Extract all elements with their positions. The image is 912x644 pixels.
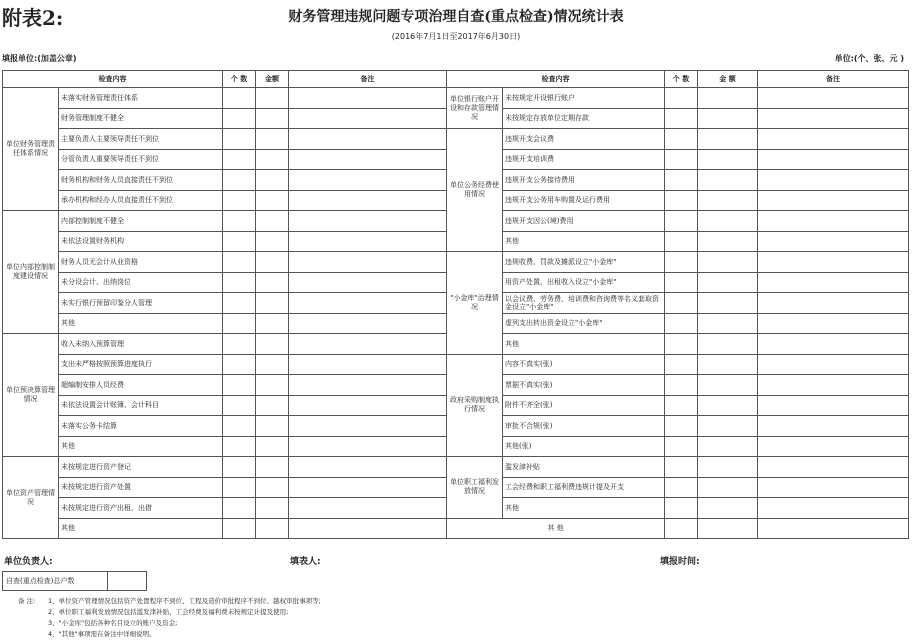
col-header-amount-right: 金 额 [698,71,758,88]
right-remarks-cell[interactable] [758,149,909,170]
right-count-cell[interactable] [665,272,698,293]
right-remarks-cell[interactable] [758,313,909,334]
right-check-item: 滥发津补贴 [503,457,665,478]
right-count-cell[interactable] [665,252,698,273]
right-amount-cell[interactable] [698,416,758,437]
right-check-item: 内容不真实(张) [503,354,665,375]
left-remarks-cell[interactable] [289,354,447,375]
left-remarks-cell[interactable] [289,313,447,334]
right-amount-cell[interactable] [698,313,758,334]
left-check-item: 收入未纳入预算管理 [59,334,223,355]
right-check-item: 其他 [503,498,665,519]
right-amount-cell[interactable] [698,252,758,273]
table-row [3,354,909,375]
left-count-cell[interactable] [223,129,256,150]
left-check-item: 未按规定进行资产登记 [59,457,223,478]
left-remarks-cell[interactable] [289,211,447,232]
right-remarks-cell[interactable] [758,354,909,375]
left-amount-cell[interactable] [256,395,289,416]
right-check-item: 其他 [503,334,665,355]
left-amount-cell[interactable] [256,416,289,437]
right-check-item: 违规开支会议费 [503,129,665,150]
left-check-item: 其他 [59,436,223,457]
households-label: 自查(重点检查)总户数 [3,572,108,591]
right-amount-cell[interactable] [698,477,758,498]
right-amount-cell[interactable] [698,395,758,416]
right-check-item: 违规开支培训费 [503,149,665,170]
left-remarks-cell[interactable] [289,149,447,170]
left-amount-cell[interactable] [256,149,289,170]
right-count-cell[interactable] [665,457,698,478]
right-amount-cell[interactable] [698,170,758,191]
right-amount-cell[interactable] [698,88,758,109]
col-header-remarks-left: 备注 [289,71,447,88]
left-amount-cell[interactable] [256,190,289,211]
left-check-item: 未落实公务卡结算 [59,416,223,437]
right-category-cell: 单位公务经费使用情况 [447,129,503,252]
right-count-cell[interactable] [665,129,698,150]
note-line: 1、单位资产管理情况包括资产处置程序不到位、工程及造价审批程序不到位、越权审批事项等; [48,597,321,605]
left-count-cell[interactable] [223,518,256,539]
households-count-table [2,571,147,591]
right-amount-cell[interactable] [698,375,758,396]
right-amount-cell[interactable] [698,457,758,478]
right-category-cell: 政府采购制度执行情况 [447,354,503,457]
left-count-cell[interactable] [223,108,256,129]
table-header-row [3,71,909,88]
left-count-cell[interactable] [223,190,256,211]
right-check-item: 其 他 [447,518,665,539]
left-remarks-cell[interactable] [289,129,447,150]
right-count-cell[interactable] [665,313,698,334]
right-remarks-cell[interactable] [758,252,909,273]
left-count-cell[interactable] [223,211,256,232]
right-count-cell[interactable] [665,354,698,375]
note-line: 2、单位职工福利发放情况包括滥发津补贴、工会经费及福利费未按规定计提及使用; [48,608,289,616]
left-remarks-cell[interactable] [289,252,447,273]
left-amount-cell[interactable] [256,375,289,396]
col-header-amount-left: 金额 [256,71,289,88]
right-check-item: 违规开支公务接待费用 [503,170,665,191]
right-amount-cell[interactable] [698,231,758,252]
table-row [3,88,909,109]
left-count-cell[interactable] [223,477,256,498]
right-remarks-cell[interactable] [758,375,909,396]
left-check-item: 未按规定进行资产出租、出借 [59,498,223,519]
left-amount-cell[interactable] [256,252,289,273]
attachment-label: 附表2: [2,6,64,30]
right-amount-cell[interactable] [698,129,758,150]
right-count-cell[interactable] [665,293,698,314]
left-remarks-cell[interactable] [289,231,447,252]
col-header-remarks-right: 备注 [758,71,909,88]
left-remarks-cell[interactable] [289,477,447,498]
left-amount-cell[interactable] [256,477,289,498]
right-amount-cell[interactable] [698,498,758,519]
left-count-cell[interactable] [223,252,256,273]
left-count-cell[interactable] [223,498,256,519]
reporting-period: (2016年7月1日至2017年6月30日) [391,32,521,41]
right-amount-cell[interactable] [698,190,758,211]
note-line: 3、"小金库"包括各种名目设立的账户及资金; [48,619,178,627]
left-count-cell[interactable] [223,170,256,191]
left-amount-cell[interactable] [256,129,289,150]
left-check-item: 未依法设置会计账簿、会计科目 [59,395,223,416]
left-amount-cell[interactable] [256,457,289,478]
right-remarks-cell[interactable] [758,477,909,498]
right-amount-cell[interactable] [698,272,758,293]
right-count-cell[interactable] [665,375,698,396]
left-remarks-cell[interactable] [289,436,447,457]
table-row [3,129,909,150]
right-check-item: 用资产处置、出租收入设立"小金库" [503,272,665,293]
right-remarks-cell[interactable] [758,211,909,232]
left-amount-cell[interactable] [256,518,289,539]
left-check-item: 主要负责人主要领导责任不到位 [59,129,223,150]
right-amount-cell[interactable] [698,436,758,457]
right-amount-cell[interactable] [698,108,758,129]
right-count-cell[interactable] [665,436,698,457]
left-count-cell[interactable] [223,231,256,252]
left-check-item: 承办机构和经办人员直接责任不到位 [59,190,223,211]
right-remarks-cell[interactable] [758,129,909,150]
left-count-cell[interactable] [223,457,256,478]
right-check-item: 其他 [503,231,665,252]
left-remarks-cell[interactable] [289,375,447,396]
left-category-cell: 单位资产管理情况 [3,457,59,539]
filled-by-label: 填表人: [290,557,321,567]
right-remarks-cell[interactable] [758,498,909,519]
left-amount-cell[interactable] [256,313,289,334]
right-category-cell: 单位银行账户开设和存款管理情况 [447,88,503,129]
right-check-item: 未按规定开设银行账户 [503,88,665,109]
col-header-count-left: 个 数 [223,71,256,88]
left-check-item: 财务管理制度不健全 [59,108,223,129]
left-remarks-cell[interactable] [289,457,447,478]
right-count-cell[interactable] [665,477,698,498]
right-remarks-cell[interactable] [758,170,909,191]
left-amount-cell[interactable] [256,436,289,457]
right-remarks-cell[interactable] [758,395,909,416]
left-remarks-cell[interactable] [289,518,447,539]
left-remarks-cell[interactable] [289,88,447,109]
right-check-item: 附件不齐全(张) [503,395,665,416]
notes [18,596,321,640]
left-amount-cell[interactable] [256,108,289,129]
left-count-cell[interactable] [223,416,256,437]
left-count-cell[interactable] [223,395,256,416]
right-category-cell: 单位职工福利发放情况 [447,457,503,519]
left-amount-cell[interactable] [256,354,289,375]
right-remarks-cell[interactable] [758,518,909,539]
left-check-item: 未落实财务管理责任体系 [59,88,223,109]
left-remarks-cell[interactable] [289,416,447,437]
left-count-cell[interactable] [223,313,256,334]
col-header-check-content-left: 检查内容 [3,71,223,88]
left-remarks-cell[interactable] [289,190,447,211]
left-check-item: 未分设会计、出纳岗位 [59,272,223,293]
right-check-item: 违规开支因公(境)费用 [503,211,665,232]
right-count-cell[interactable] [665,211,698,232]
right-check-item: 未按规定存放单位定期存款 [503,108,665,129]
right-remarks-cell[interactable] [758,436,909,457]
left-check-item: 超编制安排人员经费 [59,375,223,396]
right-check-item: 以会议费、劳务费、培训费和咨询费等名义套取资金设立"小金库" [503,293,665,314]
right-count-cell[interactable] [665,334,698,355]
left-remarks-cell[interactable] [289,498,447,519]
right-count-cell[interactable] [665,88,698,109]
table-row [3,518,909,539]
right-count-cell[interactable] [665,518,698,539]
right-remarks-cell[interactable] [758,108,909,129]
right-remarks-cell[interactable] [758,88,909,109]
left-category-cell: 单位内部控制制度建设情况 [3,211,59,334]
right-remarks-cell[interactable] [758,231,909,252]
unit-label: 单位:(个、张、元 ) [834,54,904,63]
right-count-cell[interactable] [665,395,698,416]
right-check-item: 虚列支出转出资金设立"小金库" [503,313,665,334]
page-title: 财务管理违规问题专项治理自查(重点检查)情况统计表 [288,9,624,25]
right-check-item: 工会经费和职工福利费违规计提及开支 [503,477,665,498]
right-check-item: 违规收费、罚款及摊派设立"小金库" [503,252,665,273]
left-remarks-cell[interactable] [289,108,447,129]
left-remarks-cell[interactable] [289,170,447,191]
households-value-cell[interactable] [108,572,147,591]
left-check-item: 未实行银行预留印鉴分人管理 [59,293,223,314]
right-remarks-cell[interactable] [758,416,909,437]
left-count-cell[interactable] [223,272,256,293]
right-remarks-cell[interactable] [758,293,909,314]
left-amount-cell[interactable] [256,211,289,232]
left-amount-cell[interactable] [256,293,289,314]
left-amount-cell[interactable] [256,334,289,355]
left-check-item: 财务人员无会计从业资格 [59,252,223,273]
head-of-unit-label: 单位负责人: [4,557,53,567]
left-check-item: 未依法设置财务机构 [59,231,223,252]
left-remarks-cell[interactable] [289,272,447,293]
right-count-cell[interactable] [665,170,698,191]
left-check-item: 内部控制制度不健全 [59,211,223,232]
right-remarks-cell[interactable] [758,457,909,478]
right-amount-cell[interactable] [698,211,758,232]
right-amount-cell[interactable] [698,354,758,375]
right-amount-cell[interactable] [698,518,758,539]
filler-unit-label: 填报单位:(加盖公章) [2,54,77,63]
left-count-cell[interactable] [223,354,256,375]
fill-date-label: 填报时间: [660,557,700,567]
right-check-item: 审批不合规(张) [503,416,665,437]
left-check-item: 其他 [59,313,223,334]
right-check-item: 票据不真实(张) [503,375,665,396]
left-count-cell[interactable] [223,293,256,314]
left-remarks-cell[interactable] [289,334,447,355]
left-count-cell[interactable] [223,88,256,109]
right-count-cell[interactable] [665,498,698,519]
right-category-cell: "小金库"治理情况 [447,252,503,355]
right-check-item: 违规开支公务用车购置及运行费用 [503,190,665,211]
left-count-cell[interactable] [223,149,256,170]
left-check-item: 未按规定进行资产处置 [59,477,223,498]
col-header-count-right: 个 数 [665,71,698,88]
left-amount-cell[interactable] [256,88,289,109]
left-remarks-cell[interactable] [289,395,447,416]
note-line: 4、"其他"事项需在备注中详细说明。 [48,630,156,638]
statistics-table [2,70,909,539]
table-row [3,252,909,273]
left-remarks-cell[interactable] [289,293,447,314]
left-check-item: 其他 [59,518,223,539]
right-count-cell[interactable] [665,149,698,170]
left-amount-cell[interactable] [256,170,289,191]
left-category-cell: 单位财务管理责任体系情况 [3,88,59,211]
left-amount-cell[interactable] [256,498,289,519]
right-remarks-cell[interactable] [758,272,909,293]
left-check-item: 支出未严格按照预算进度执行 [59,354,223,375]
left-category-cell: 单位预决算管理情况 [3,334,59,457]
right-amount-cell[interactable] [698,334,758,355]
col-header-check-content-right: 检查内容 [447,71,665,88]
right-check-item: 其他(张) [503,436,665,457]
right-remarks-cell[interactable] [758,190,909,211]
right-amount-cell[interactable] [698,293,758,314]
right-count-cell[interactable] [665,190,698,211]
right-remarks-cell[interactable] [758,334,909,355]
left-count-cell[interactable] [223,375,256,396]
left-check-item: 分管负责人重要领导责任不到位 [59,149,223,170]
table-row [3,457,909,478]
left-amount-cell[interactable] [256,272,289,293]
right-amount-cell[interactable] [698,149,758,170]
notes-label: 备 注: [18,597,36,605]
left-amount-cell[interactable] [256,231,289,252]
right-count-cell[interactable] [665,108,698,129]
right-count-cell[interactable] [665,231,698,252]
left-count-cell[interactable] [223,334,256,355]
left-count-cell[interactable] [223,436,256,457]
left-check-item: 财务机构和财务人员直接责任不到位 [59,170,223,191]
right-count-cell[interactable] [665,416,698,437]
